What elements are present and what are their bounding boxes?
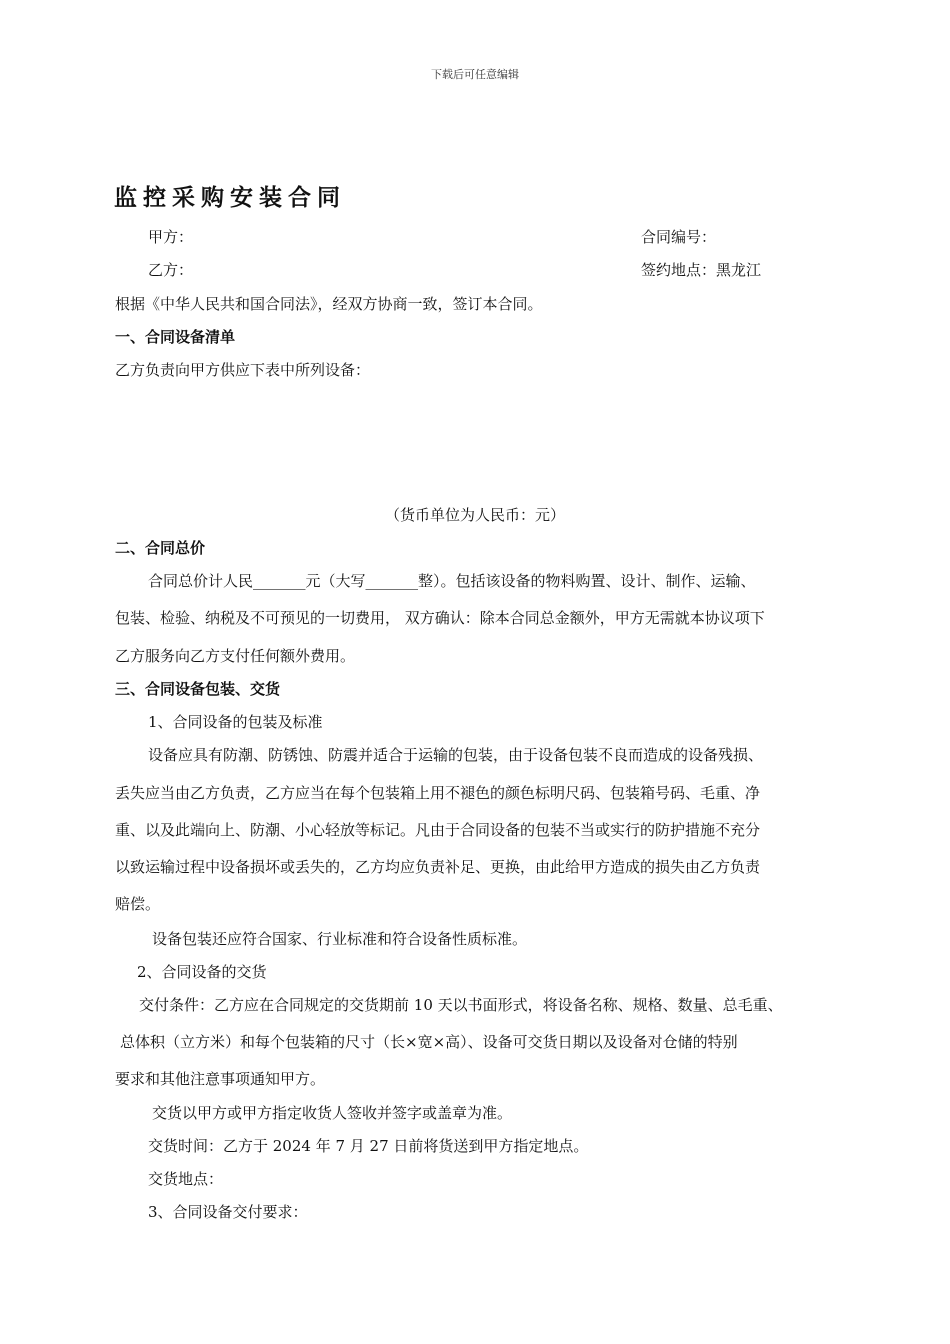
party-b-label: 乙方： bbox=[148, 261, 194, 279]
packaging-paragraph-line: 重、以及此端向上、防潮、小心轻放等标记。凡由于合同设备的包装不当或实行的防护措施不充分 bbox=[115, 821, 761, 839]
delivery-place-label: 交货地点： bbox=[148, 1170, 224, 1188]
delivery-conditions-line: 要求和其他注意事项通知甲方。 bbox=[115, 1070, 326, 1088]
section-1-text: 乙方负责向甲方供应下表中所列设备： bbox=[115, 361, 371, 379]
packaging-paragraph-line: 以致运输过程中设备损坏或丢失的，乙方均应负责补足、更换，由此给甲方造成的损失由乙方负责 bbox=[115, 858, 761, 876]
packaging-paragraph-line: 赔偿。 bbox=[115, 895, 161, 913]
intro-paragraph: 根据《中华人民共和国合同法》，经双方协商一致，签订本合同。 bbox=[115, 295, 543, 313]
currency-note: （货币单位为人民币：元） bbox=[384, 506, 565, 524]
delivery-receipt-note: 交货以甲方或甲方指定收货人签收并签字或盖章为准。 bbox=[152, 1104, 513, 1122]
header-note: 下载后可任意编辑 bbox=[431, 68, 519, 81]
subsection-3-3-heading: 3、合同设备交付要求： bbox=[148, 1203, 308, 1221]
packaging-paragraph-line: 丢失应当由乙方负责，乙方应当在每个包装箱上用不褪色的颜色标明尺码、包装箱号码、毛重、净 bbox=[115, 784, 761, 802]
section-2-heading: 二、合同总价 bbox=[115, 539, 206, 557]
delivery-conditions-line: 总体积（立方米）和每个包装箱的尺寸（长×宽×高）、设备可交货日期以及设备对仓储的特别 bbox=[120, 1033, 738, 1051]
contract-number-label: 合同编号： bbox=[641, 228, 717, 246]
sign-place-label: 签约地点：黑龙江 bbox=[641, 261, 762, 279]
delivery-time: 交货时间：乙方于 2024 年 7 月 27 日前将货送到甲方指定地点。 bbox=[148, 1137, 589, 1155]
document-title: 监控采购安装合同 bbox=[114, 184, 346, 211]
delivery-conditions-line: 交付条件：乙方应在合同规定的交货期前 10 天以书面形式，将设备名称、规格、数量、总毛重、 bbox=[139, 996, 783, 1014]
party-a-label: 甲方： bbox=[148, 228, 194, 246]
packaging-standard-note: 设备包装还应符合国家、行业标准和符合设备性质标准。 bbox=[152, 930, 528, 948]
packaging-paragraph-line: 设备应具有防潮、防锈蚀、防震并适合于运输的包装，由于设备包装不良而造成的设备残损、 bbox=[148, 746, 764, 764]
section-2-line: 合同总价计人民_______元（大写_______整）。包括该设备的物料购置、设计、制作、运输、 bbox=[148, 572, 756, 590]
subsection-3-1-heading: 1、合同设备的包装及标准 bbox=[148, 713, 323, 731]
subsection-3-2-heading: 2、合同设备的交货 bbox=[137, 963, 267, 981]
section-3-heading: 三、合同设备包装、交货 bbox=[115, 680, 281, 698]
section-2-line: 包装、检验、纳税及不可预见的一切费用， 双方确认：除本合同总金额外，甲方无需就本协议项下 bbox=[115, 609, 765, 627]
section-2-line: 乙方服务向乙方支付任何额外费用。 bbox=[115, 647, 356, 665]
section-1-heading: 一、合同设备清单 bbox=[115, 328, 236, 346]
